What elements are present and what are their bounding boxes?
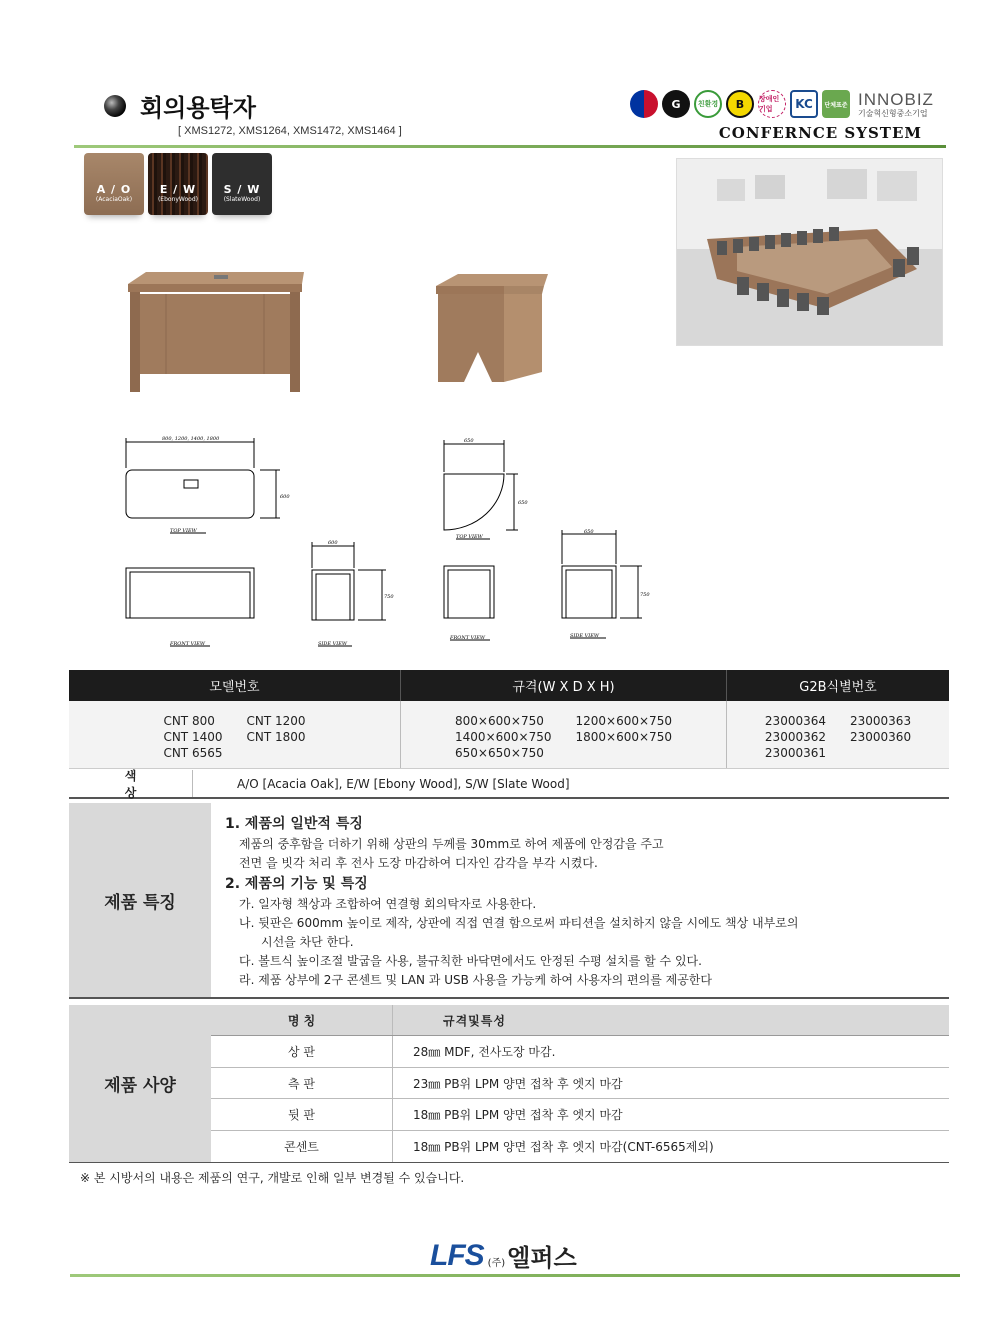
green-icon: 단체표준: [822, 90, 850, 118]
swatch-code: S / W: [223, 183, 261, 196]
swatch-code: A / O: [96, 183, 132, 196]
header-model: 모델번호: [69, 670, 401, 701]
table-header-row: [211, 1005, 949, 1036]
label-top-view-rect: TOP VIEW: [170, 528, 197, 534]
footer-divider: [70, 1274, 960, 1277]
page-title: 회의용탁자: [140, 94, 256, 122]
logo-mark: LFS: [430, 1239, 484, 1272]
technical-drawings: [100, 432, 660, 654]
swatch-ebony-wood: [148, 153, 208, 215]
features-item: 가. 일자형 책상과 조합하여 연결형 회의탁자로 사용한다.: [239, 897, 537, 911]
innobiz-logo: [858, 91, 934, 118]
disclaimer-note: ※ 본 시방서의 내용은 제품의 연구, 개발로 인해 일부 변경될 수 있습니다.: [80, 1171, 465, 1185]
certification-logos: [630, 90, 934, 118]
rectangular-desk-photo: [126, 270, 304, 395]
color-label: 색 상: [69, 770, 193, 797]
spec-table: [69, 670, 949, 769]
features-item: 다. 볼트식 높이조절 발굽을 사용, 불규칙한 바닥면에서도 안정된 수평 설치를 할 수 있다.: [239, 954, 702, 968]
features-heading-2: 2. 제품의 기능 및 특징: [225, 876, 368, 892]
dim-corner-side-width: 650: [584, 529, 594, 535]
label-front-view-rect: FRONT VIEW: [170, 641, 206, 647]
g2b-value: 23000364: [764, 714, 826, 728]
features-text: 제품의 중후함을 더하기 위해 상판의 두께를 30mm로 하여 제품에 안정감을 주고: [239, 837, 664, 851]
features-text: 전면 을 빗각 처리 후 전사 도장 마감하여 디자인 감각을 부각 시켰다.: [239, 856, 598, 870]
header-spec: 규격및특성: [443, 1013, 506, 1028]
logo-name: 엘퍼스: [507, 1244, 577, 1272]
label-side-view-rect: SIDE VIEW: [318, 641, 348, 647]
features-label: 제품 특징: [69, 803, 211, 997]
specifications-table: [211, 1005, 949, 1162]
table-row: [211, 1099, 949, 1130]
header-size: 규격(W X D X H): [401, 670, 727, 701]
dim-rect-height: 750: [384, 594, 394, 600]
model-codes: [ XMS1272, XMS1264, XMS1472, XMS1464 ]: [178, 125, 402, 137]
table-row: [211, 1036, 949, 1067]
eco-icon: 친환경: [694, 90, 722, 118]
innobiz-text: INNOBIZ: [858, 89, 934, 109]
label-side-view-corner: SIDE VIEW: [570, 633, 600, 639]
color-swatches: [84, 153, 272, 215]
b-icon: B: [726, 90, 754, 118]
table-row: [211, 1068, 949, 1099]
swatch-code: E / W: [159, 183, 197, 196]
disability-icon: 장애인 기업: [758, 90, 786, 118]
features-item: 라. 제품 상부에 2구 콘센트 및 LAN 과 USB 사용을 가능케 하여 사용자의 편의를 제공한다: [239, 973, 712, 987]
label-top-view-corner: TOP VIEW: [456, 534, 483, 540]
swatch-name: (AcaciaOak): [95, 196, 133, 203]
g2b-value: 23000362: [764, 730, 826, 744]
size-cell: [401, 701, 727, 768]
dim-corner-width: 650: [464, 438, 474, 444]
part-spec: 23㎜ PB위 LPM 양면 접착 후 엣지 마감: [413, 1076, 623, 1091]
dim-rect-width: 800, 1200, 1400, 1800: [162, 436, 220, 442]
size-value: 1800×600×750: [575, 730, 672, 744]
swatch-name: (EbonyWood): [157, 196, 199, 203]
model-value: CNT 1200: [246, 714, 306, 728]
features-heading-1: 1. 제품의 일반적 특징: [225, 816, 363, 832]
part-name: 측 판: [211, 1068, 393, 1098]
brand-line: CONFERNCE SYSTEM: [718, 124, 922, 142]
part-spec: 28㎜ MDF, 전사도장 마감.: [413, 1045, 556, 1060]
dim-corner-depth: 650: [518, 500, 528, 506]
part-name: 상 판: [211, 1036, 393, 1066]
corner-desk-photo: [434, 272, 550, 386]
model-cell: [69, 701, 401, 768]
size-value: 1200×600×750: [575, 714, 672, 728]
header-g2b: G2B식별번호: [799, 680, 877, 695]
swatch-name: (SlateWood): [223, 196, 261, 203]
dim-side-width: 600: [328, 540, 338, 546]
specifications-label: 제품 사양: [69, 1005, 211, 1162]
conference-room-photo: [676, 158, 943, 346]
g2b-value: 23000361: [764, 746, 826, 760]
model-value: CNT 1800: [246, 730, 306, 744]
g2b-value: 23000363: [850, 714, 912, 728]
specifications-section: [69, 1005, 949, 1163]
innobiz-subtext: 기술혁신형중소기업: [858, 108, 928, 118]
logo-corp: (주): [487, 1258, 506, 1269]
spec-table-body: [69, 701, 949, 769]
kc-icon: KC: [790, 90, 818, 118]
g2b-value: 23000360: [850, 730, 912, 744]
size-value: 650×650×750: [455, 746, 544, 760]
bullet-icon: [104, 95, 126, 117]
model-value: CNT 800: [163, 714, 215, 728]
label-front-view-corner: FRONT VIEW: [450, 635, 486, 641]
dim-corner-height: 750: [640, 592, 650, 598]
model-value: CNT 6565: [163, 746, 223, 760]
company-logo: [422, 1238, 585, 1273]
header-name: 명 칭: [211, 1005, 393, 1035]
swatch-acacia-oak: [84, 153, 144, 215]
color-row: [69, 770, 949, 799]
title-row: [104, 88, 256, 123]
features-section: [69, 803, 949, 999]
g-mark-icon: G: [662, 90, 690, 118]
part-name: 뒷 판: [211, 1099, 393, 1129]
part-spec: 18㎜ PB위 LPM 양면 접착 후 엣지 마감(CNT-6565제외): [413, 1139, 714, 1154]
g2b-cell: [727, 701, 949, 768]
features-item: 나. 뒷판은 600mm 높이로 제작, 상판에 직접 연결 함으로써 파티션을 설치하지 않을 시에도 책상 내부로의: [239, 916, 799, 930]
swatch-slate-wood: [212, 153, 272, 215]
table-row: [211, 1131, 949, 1162]
part-name: 콘센트: [211, 1131, 393, 1162]
size-value: 1400×600×750: [455, 730, 552, 744]
part-spec: 18㎜ PB위 LPM 양면 접착 후 엣지 마감: [413, 1107, 623, 1122]
size-value: 800×600×750: [455, 714, 544, 728]
features-body: [211, 803, 798, 997]
model-value: CNT 1400: [163, 730, 223, 744]
header-divider: [74, 145, 946, 148]
dim-rect-depth: 600: [280, 494, 290, 500]
spec-table-header: [69, 670, 949, 701]
korea-gov-icon: [630, 90, 658, 118]
color-value: A/O [Acacia Oak], E/W [Ebony Wood], S/W [Slate Wood]: [237, 776, 570, 791]
features-item-cont: 시선을 차단 한다.: [261, 935, 354, 949]
